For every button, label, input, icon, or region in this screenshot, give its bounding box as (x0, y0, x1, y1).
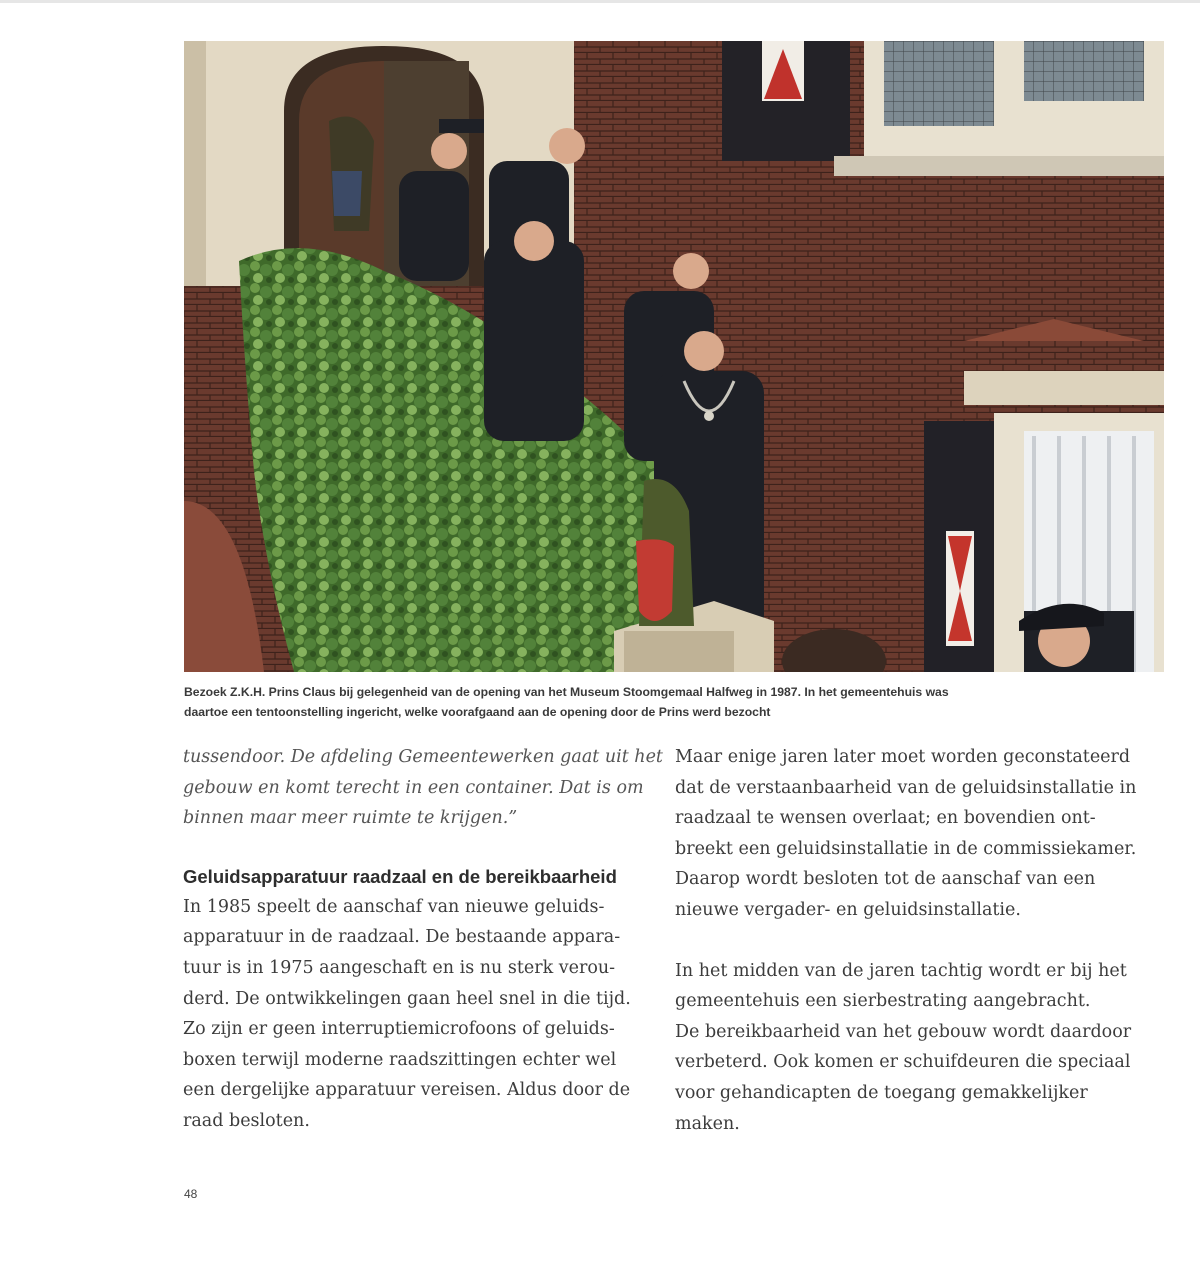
body-line: Daarop wordt besloten tot de aanschaf van een (675, 869, 1096, 890)
photo-caption (184, 682, 1164, 722)
body-paragraph (183, 892, 645, 1137)
body-line: derd. De ontwikkelingen gaan heel snel in die tijd. (183, 988, 631, 1009)
body-paragraph (675, 742, 1137, 926)
caption-line: daartoe een tentoonstelling ingericht, welke voorafgaand aan de opening door de Prins werd bezocht (184, 705, 771, 719)
section-title: Geluidsapparatuur raadzaal en de bereikbaarheid (183, 865, 617, 887)
body-line: nieuwe vergader- en geluidsinstallatie. (675, 899, 1021, 920)
quote-line: binnen maar meer ruimte te krijgen.” (183, 808, 518, 829)
body-line: dat de verstaanbaarheid van de geluidsinstallatie in (675, 777, 1137, 798)
body-line: maken. (675, 1113, 740, 1134)
photo (184, 41, 1164, 672)
body-line: boxen terwijl moderne raadszittingen echter wel (183, 1049, 617, 1070)
caption-line: Bezoek Z.K.H. Prins Claus bij gelegenheid van de opening van het Museum Stoomgemaal Halfweg in 1987. In het gemeentehuis was (184, 685, 949, 699)
body-paragraph (675, 956, 1137, 1140)
body-line: raad besloten. (183, 1110, 310, 1131)
body-line: tuur is in 1975 aangeschaft en is nu sterk verou- (183, 957, 616, 978)
town-hall-photo-icon (184, 41, 1164, 672)
body-line: In 1985 speelt de aanschaf van nieuwe geluids- (183, 896, 605, 917)
page-number: 48 (184, 1187, 198, 1201)
body-line: verbeterd. Ook komen er schuifdeuren die speciaal (675, 1052, 1131, 1073)
body-line: een dergelijke apparatuur vereisen. Aldus door de (183, 1080, 631, 1101)
body-line: voor gehandicapten de toegang gemakkelijker (675, 1082, 1088, 1103)
body-line: Zo zijn er geen interruptiemicrofoons of geluids- (183, 1019, 615, 1040)
top-rule (0, 0, 1200, 3)
right-column (675, 742, 1137, 1139)
quote-line: tussendoor. De afdeling Gemeentewerken gaat uit het (183, 747, 663, 767)
left-column (183, 742, 663, 1137)
body-line: In het midden van de jaren tachtig wordt er bij het (675, 960, 1127, 981)
body-line: gemeentehuis een sierbestrating aangebracht. (675, 991, 1091, 1012)
body-line: raadzaal te wensen overlaat; en bovendien ont- (675, 808, 1096, 829)
body-line: breekt een geluidsinstallatie in de commissiekamer. (675, 838, 1137, 859)
body-line: apparatuur in de raadzaal. De bestaande appara- (183, 927, 621, 948)
body-line: De bereikbaarheid van het gebouw wordt daardoor (675, 1021, 1132, 1042)
quote-line: gebouw en komt terecht in een container. Dat is om (183, 777, 644, 798)
body-line: Maar enige jaren later moet worden geconstateerd (675, 747, 1131, 767)
quote-paragraph (183, 742, 663, 834)
